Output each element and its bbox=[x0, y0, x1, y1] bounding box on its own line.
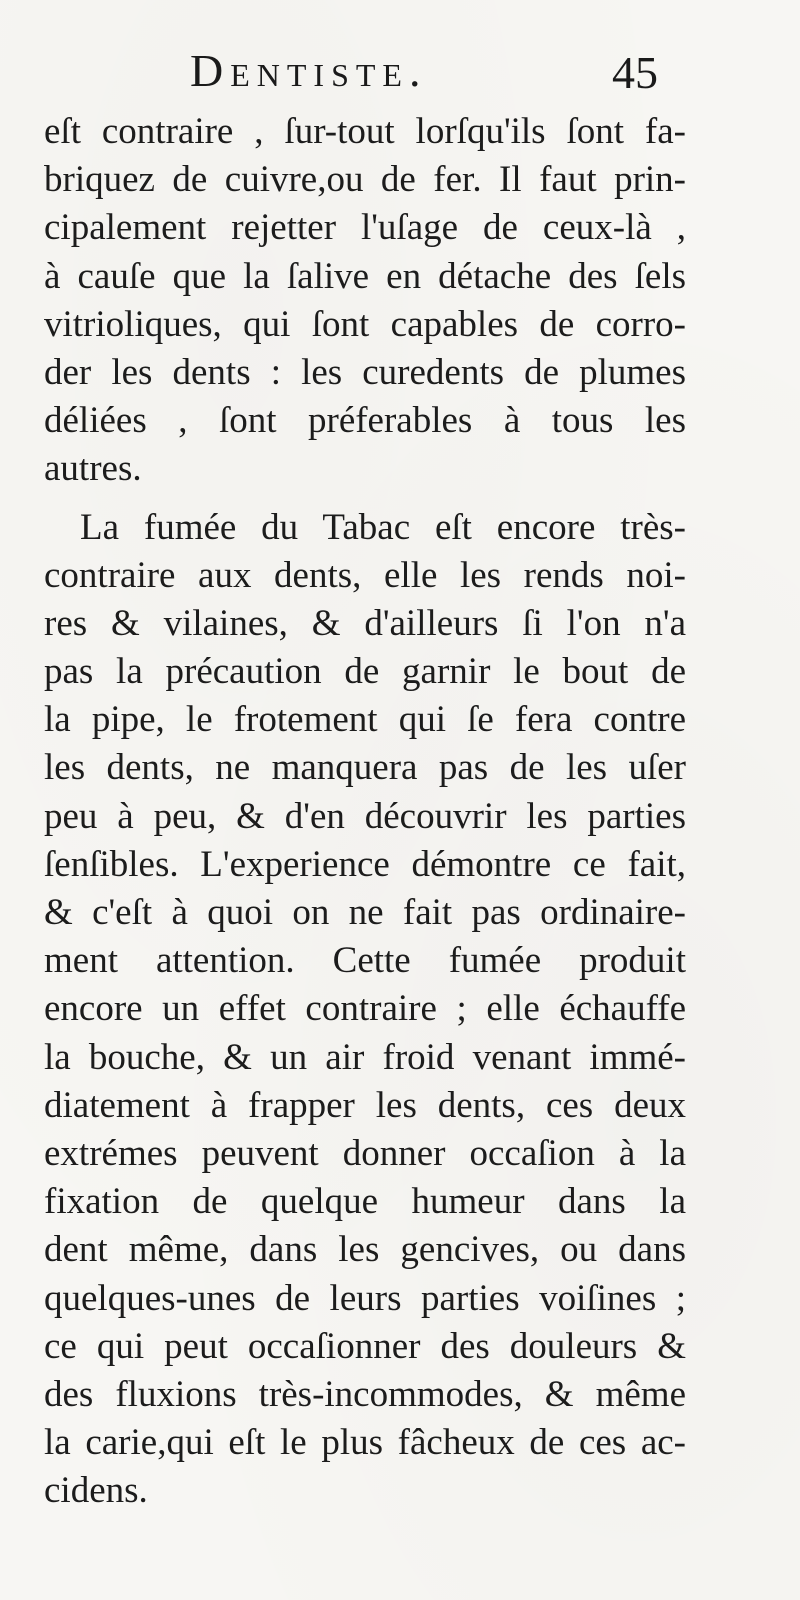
paragraph-2 bbox=[44, 504, 686, 1516]
text-line: quelques-unes de leurs parties voiſines ; bbox=[44, 1277, 686, 1319]
text-line: ment attention. Cette fumée produit bbox=[44, 940, 686, 982]
text-line: déliées , ſont préferables à tous les bbox=[44, 400, 686, 442]
text-line: La fumée du Tabac eſt encore très- bbox=[80, 506, 686, 548]
text-line: les dents, ne manquera pas de les uſer bbox=[44, 747, 686, 789]
text-line: res & vilaines, & d'ailleurs ſi l'on n'a bbox=[44, 602, 686, 644]
running-head bbox=[0, 44, 800, 104]
text-line: ſenſibles. L'experience démontre ce fait, bbox=[44, 843, 686, 885]
running-head-title: Dentiste. bbox=[190, 45, 428, 96]
text-line: peu à peu, & d'en découvrir les parties bbox=[44, 795, 686, 837]
text-line: eſt contraire , ſur-tout lorſqu'ils ſont fa- bbox=[44, 111, 686, 152]
text-line: cidens. bbox=[44, 1470, 148, 1512]
text-line: diatement à frapper les dents, ces deux bbox=[44, 1084, 686, 1126]
text-line: fixation de quelque humeur dans la bbox=[44, 1181, 686, 1223]
text-line: ce qui peut occaſionner des douleurs & bbox=[44, 1325, 686, 1367]
text-line: pas la précaution de garnir le bout de bbox=[44, 651, 686, 693]
text-line: la carie,qui eſt le plus fâcheux de ces ac- bbox=[44, 1422, 686, 1464]
text-line: der les dents : les curedents de plumes bbox=[44, 351, 686, 393]
text-line: autres. bbox=[44, 448, 142, 490]
paragraph-1 bbox=[44, 108, 686, 494]
text-line: encore un effet contraire ; elle échauffe bbox=[44, 988, 686, 1030]
text-line: cipalement rejetter l'uſage de ceux-là , bbox=[44, 207, 686, 249]
text-line: la pipe, le frotement qui ſe fera contre bbox=[44, 699, 686, 741]
text-line: à cauſe que la ſalive en détache des ſels bbox=[44, 255, 686, 297]
text-line: briquez de cuivre,ou de fer. Il faut prin- bbox=[44, 159, 686, 201]
text-line: & c'eſt à quoi on ne fait pas ordinaire- bbox=[44, 892, 686, 933]
page-number: 45 bbox=[612, 47, 658, 98]
text-line: la bouche, & un air froid venant immé- bbox=[44, 1036, 686, 1078]
paragraph-gap bbox=[44, 494, 686, 504]
text-line: extrémes peuvent donner occaſion à la bbox=[44, 1132, 686, 1174]
text-line: contraire aux dents, elle les rends noi- bbox=[44, 554, 686, 596]
text-line: des fluxions très-incommodes, & même bbox=[44, 1373, 686, 1415]
body-text bbox=[44, 108, 686, 1515]
text-line: dent même, dans les gencives, ou dans bbox=[44, 1229, 686, 1271]
text-line: vitrioliques, qui ſont capables de corro- bbox=[44, 303, 686, 345]
